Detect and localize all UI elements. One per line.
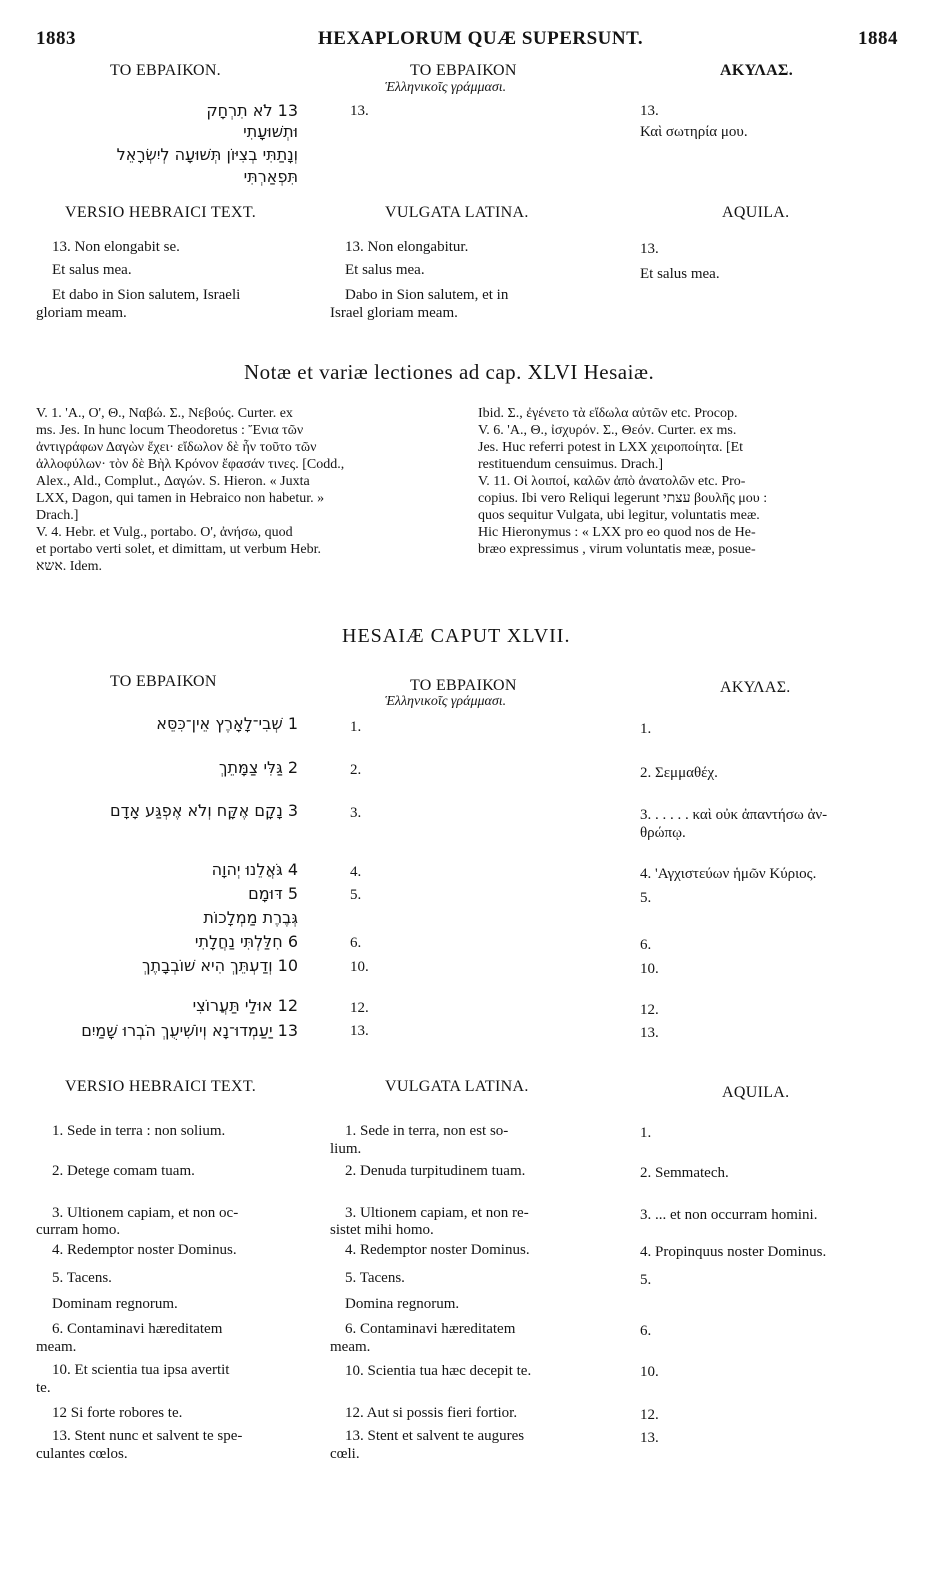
verse-number: 10. bbox=[350, 959, 369, 975]
versio-line: Et salus mea. bbox=[52, 262, 132, 278]
note-line: V. 4. Hebr. et Vulg., portabo. Ο', ἀνήσω, quod bbox=[36, 525, 293, 540]
note-line: quos sequitur Vulgata, ubi legitur, voluntatis meæ. bbox=[478, 508, 760, 523]
verse-number: 1. bbox=[350, 719, 362, 735]
versio-line: 5. Tacens. bbox=[52, 1270, 112, 1286]
aquila-verse: 5. bbox=[640, 890, 652, 906]
page-number-left: 1883 bbox=[36, 28, 76, 49]
notes-title: Notæ et variæ lectiones ad cap. XLVI Hesaiæ. bbox=[244, 360, 655, 384]
hebrew-line: וְנָתַתִּי בְצִיּוֹן תְּשׁוּעָה לְיִשְׂרָאֵל bbox=[116, 145, 298, 164]
note-line: ἀλλοφύλων· τὸν δὲ Βὴλ Κρόνον ἔφασάν τινες. [Codd., bbox=[36, 457, 345, 472]
hebrew-verse: 3 נָקָם אֶקָּח וְלֹא אֶפְגַּע אָדָם bbox=[110, 801, 298, 820]
aquila-verse: 2. Σεμμαθέχ. bbox=[640, 765, 718, 781]
versio-line: 13. Non elongabit se. bbox=[52, 239, 180, 255]
aquila-greek-text: Καὶ σωτηρία μου. bbox=[640, 124, 748, 140]
note-line: Jes. Huc referri potest in LXX χειροποίητα. [Et bbox=[478, 440, 744, 455]
versio-line: 10. Et scientia tua ipsa avertit bbox=[52, 1362, 230, 1378]
col-heading-aquila-latin: AQUILA. bbox=[722, 204, 790, 221]
versio-line: 4. Redemptor noster Dominus. bbox=[52, 1242, 237, 1258]
aquila-verse: 10. bbox=[640, 961, 659, 977]
versio-line: Et dabo in Sion salutem, Israeli bbox=[52, 287, 241, 303]
col-subheading-greek-letters: Ἑλληνικοῖς γράμμασι. bbox=[385, 694, 507, 709]
hebrew-verse: גְּבֶרֶת מַמְלָכוֹת bbox=[203, 908, 298, 927]
col-heading-hebrew: ΤΟ ΕΒΡΑΙΚΟΝ bbox=[110, 673, 217, 690]
verse-number: 13. bbox=[350, 1023, 369, 1039]
aquila-verse: 12. bbox=[640, 1002, 659, 1018]
vulgata-line: 13. Non elongabitur. bbox=[345, 239, 469, 255]
note-line: Ibid. Σ., ἐγένετο τὰ εἴδωλα αὐτῶν etc. Procop. bbox=[478, 406, 738, 421]
vulgata-line: 6. Contaminavi hæreditatem bbox=[345, 1321, 516, 1337]
note-line: V. 6. 'Α., Θ., ἰσχυρόν. Σ., Θεόν. Curter. ex ms. bbox=[478, 423, 737, 438]
col-heading-greek-hebrew: ΤΟ ΕΒΡΑΙΚΟΝ bbox=[410, 62, 517, 79]
vulgata-line: lium. bbox=[330, 1141, 362, 1157]
versio-line: meam. bbox=[36, 1339, 77, 1355]
running-title: HEXAPLORUM QUÆ SUPERSUNT. bbox=[318, 28, 644, 49]
versio-line: te. bbox=[36, 1380, 51, 1396]
vulgata-line: Domina regnorum. bbox=[345, 1296, 460, 1312]
aquila-latin-line: 5. bbox=[640, 1272, 652, 1288]
vulgata-line: 5. Tacens. bbox=[345, 1270, 405, 1286]
versio-line: gloriam meam. bbox=[36, 305, 127, 321]
aquila-latin-line: 4. Propinquus noster Dominus. bbox=[640, 1244, 827, 1260]
hebrew-verse: 2 גַּלִּי צַמָּתֵךְ bbox=[218, 758, 298, 777]
col-heading-versio: VERSIO HEBRAICI TEXT. bbox=[65, 204, 257, 221]
verse-number: 6. bbox=[350, 935, 362, 951]
versio-line: culantes cœlos. bbox=[36, 1446, 128, 1462]
notes-right-column bbox=[478, 405, 908, 558]
hebrew-verse: 13 יַעַמְדוּ־נָא וְיוֹשִׁיעֻךְ הֹבְרוּ שָׁמַיִם bbox=[81, 1021, 298, 1040]
versio-line: 6. Contaminavi hæreditatem bbox=[52, 1321, 223, 1337]
versio-line: 3. Ultionem capiam, et non oc- bbox=[52, 1205, 239, 1221]
verse-number: 4. bbox=[350, 864, 362, 880]
aquila-verse: 4. 'Αγχιστεύων ἡμῶν Κύριος. bbox=[640, 866, 817, 882]
aquila-latin-line: 3. ... et non occurram homini. bbox=[640, 1207, 818, 1223]
col-heading-vulgata: VULGATA LATINA. bbox=[385, 204, 529, 221]
col-heading-vulgata: VULGATA LATINA. bbox=[385, 1078, 529, 1095]
aquila-latin-line: Et salus mea. bbox=[640, 266, 720, 282]
note-line: LXX, Dagon, qui tamen in Hebraico non habetur. » bbox=[36, 491, 325, 506]
verse-number: 5. bbox=[350, 887, 362, 903]
note-line: ἀντιγράφων Δαγὼν ἔχει· εἴδωλον δὲ ἦν τοῦτο τῶν bbox=[36, 440, 317, 455]
note-line: V. 11. Οἱ λοιποί, καλῶν ἀπὸ ἀνατολῶν etc. Pro- bbox=[478, 474, 746, 489]
hebrew-verse: 6 חִלַּלְתִּי נַחֲלָתִי bbox=[194, 932, 298, 951]
aquila-verse: 3. . . . . . καὶ οὐκ ἀπαντήσω ἀν- bbox=[640, 807, 828, 823]
hebrew-line: וּתְשׁוּעָתִי bbox=[243, 122, 298, 141]
note-line: et portabo verti solet, et dimittam, ut verbum Hebr. bbox=[36, 542, 321, 557]
verse-number: 3. bbox=[350, 805, 362, 821]
hebrew-verse: 1 שְׁבִי־לָאָרֶץ אֵין־כִּסֵּא bbox=[156, 714, 298, 733]
vulgata-line: 4. Redemptor noster Dominus. bbox=[345, 1242, 530, 1258]
vulgata-line: cœli. bbox=[330, 1446, 360, 1462]
note-line: Drach.] bbox=[36, 508, 79, 523]
col-heading-aquila: ΑΚΥΛΑΣ. bbox=[720, 62, 793, 79]
vulgata-line: meam. bbox=[330, 1339, 371, 1355]
hebrew-verse: 10 וְדַעְתֵּךְ הִיא שׁוֹבְבָתֶךְ bbox=[141, 956, 298, 975]
vulgata-line: 2. Denuda turpitudinem tuam. bbox=[345, 1163, 526, 1179]
aquila-latin-line: 10. bbox=[640, 1364, 659, 1380]
note-line: ms. Jes. In hunc locum Theodoretus : Ἔνια τῶν bbox=[36, 423, 304, 438]
verse-number: 13. bbox=[640, 103, 659, 119]
aquila-verse: 13. bbox=[640, 1025, 659, 1041]
note-line: restituendum censuimus. Drach.] bbox=[478, 457, 664, 472]
note-line: Hic Hieronymus : « LXX pro eo quod nos de He- bbox=[478, 525, 756, 540]
col-heading-greek-hebrew: ΤΟ ΕΒΡΑΙΚΟΝ bbox=[410, 677, 517, 694]
aquila-latin-line: 13. bbox=[640, 241, 659, 257]
col-subheading-greek-letters: Ἑλληνικοῖς γράμμασι. bbox=[385, 80, 507, 95]
aquila-verse: 1. bbox=[640, 721, 652, 737]
aquila-latin-line: 6. bbox=[640, 1323, 652, 1339]
note-line: V. 1. 'Α., Ο', Θ., Ναβώ. Σ., Νεβούς. Curter. ex bbox=[36, 406, 293, 421]
vulgata-line: sistet mihi homo. bbox=[330, 1222, 434, 1238]
chapter-title: HESAIÆ CAPUT XLVII. bbox=[342, 625, 571, 647]
hebrew-line: 13 לֹא תִרְחָק bbox=[206, 101, 298, 120]
vulgata-line: 1. Sede in terra, non est so- bbox=[345, 1123, 509, 1139]
note-line: copius. Ibi vero Reliqui legerunt עצתי βουλῆς μου : bbox=[478, 491, 768, 506]
aquila-latin-line: 13. bbox=[640, 1430, 659, 1446]
aquila-verse: 6. bbox=[640, 937, 652, 953]
note-line: bræo expressimus , virum voluntatis meæ, posue- bbox=[478, 542, 756, 557]
page-number-right: 1884 bbox=[858, 28, 898, 49]
hebrew-verse: 5 דּוּמָם bbox=[248, 884, 298, 903]
versio-line: 12 Si forte robores te. bbox=[52, 1405, 183, 1421]
vulgata-line: 10. Scientia tua hæc decepit te. bbox=[345, 1363, 532, 1379]
versio-line: curram homo. bbox=[36, 1222, 121, 1238]
vulgata-line: 3. Ultionem capiam, et non re- bbox=[345, 1205, 529, 1221]
verse-number: 13. bbox=[350, 103, 369, 119]
col-heading-hebrew: ΤΟ ΕΒΡΑΙΚΟΝ. bbox=[110, 62, 221, 79]
col-heading-versio: VERSIO HEBRAICI TEXT. bbox=[65, 1078, 257, 1095]
col-heading-aquila: ΑΚΥΛΑΣ. bbox=[720, 679, 791, 696]
vulgata-line: 13. Stent et salvent te augures bbox=[345, 1428, 525, 1444]
note-line: Alex., Ald., Complut., Δαγών. S. Hieron. « Juxta bbox=[36, 474, 310, 489]
vulgata-line: Et salus mea. bbox=[345, 262, 425, 278]
verse-number: 12. bbox=[350, 1000, 369, 1016]
vulgata-line: 12. Aut si possis fieri fortior. bbox=[345, 1405, 518, 1421]
hebrew-line: תִּפְאַרְתִּי bbox=[243, 167, 298, 186]
vulgata-line: Israel gloriam meam. bbox=[330, 305, 458, 321]
verse-number: 2. bbox=[350, 762, 362, 778]
note-line: אשא. Idem. bbox=[36, 559, 102, 574]
versio-line: 1. Sede in terra : non solium. bbox=[52, 1123, 226, 1139]
aquila-latin-line: 1. bbox=[640, 1125, 652, 1141]
versio-line: Dominam regnorum. bbox=[52, 1296, 178, 1312]
hebrew-verse: 12 אוּלַי תַּעֲרוֹצִי bbox=[192, 996, 298, 1015]
versio-line: 2. Detege comam tuam. bbox=[52, 1163, 195, 1179]
versio-line: 13. Stent nunc et salvent te spe- bbox=[52, 1428, 243, 1444]
notes-left-column bbox=[36, 405, 466, 575]
col-heading-aquila-latin: AQUILA. bbox=[722, 1084, 790, 1101]
aquila-latin-line: 12. bbox=[640, 1407, 659, 1423]
vulgata-line: Dabo in Sion salutem, et in bbox=[345, 287, 509, 303]
aquila-latin-line: 2. Semmatech. bbox=[640, 1165, 729, 1181]
aquila-verse: θρώπῳ. bbox=[640, 825, 686, 841]
hebrew-verse: 4 גֹּאֲלֵנוּ יְהוָה bbox=[211, 860, 298, 879]
